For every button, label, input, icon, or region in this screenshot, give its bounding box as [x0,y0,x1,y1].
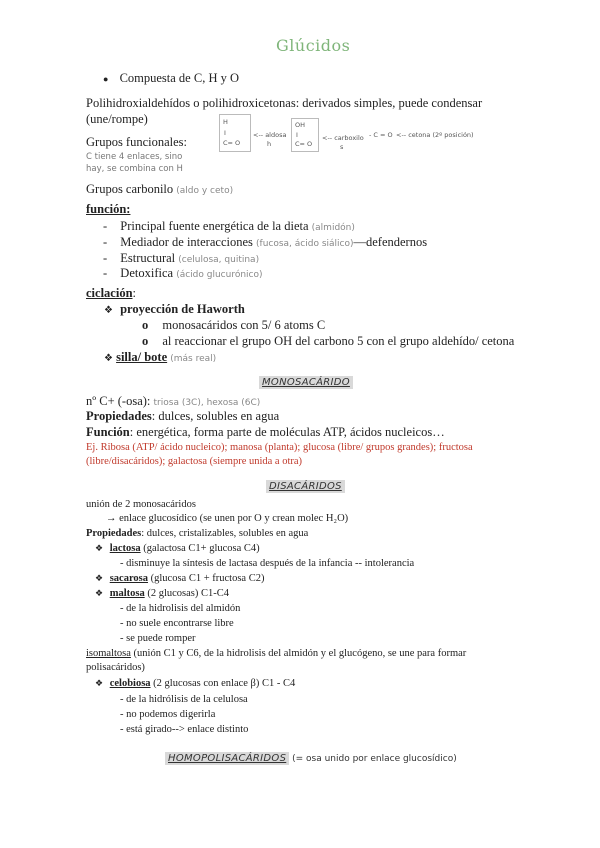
aldosa-label: <-- aldosa [253,131,287,139]
celobiosa-sub: - de la hidrólisis de la celulosa [120,694,248,705]
disacaridos-heading: DISACÁRIDOS [266,480,345,493]
celobiosa-item: ❖ celobiosa (2 glucosas con enlace β) C1 - C4 [95,678,296,689]
carboxilo-label: <-- carboxilo [322,134,364,142]
mono-funcion: Función: energética, forma parte de moléculas ATP, ácidos nucleicos… [86,425,445,439]
celobiosa-sub: - está girado--> enlace distinto [120,724,249,735]
haworth-subitem: o al reaccionar el grupo OH del carbono 5 con el grupo aldehído/ cetona [142,334,515,348]
mono-ejemplos-line-2: (libre/disacáridos); galactosa (siempre unida a otra) [86,456,303,467]
diamond-icon: ❖ [95,573,104,583]
poli-line-1: Polihidroxialdehídos o polihidroxicetonas: derivados simples, puede condensar [86,96,483,110]
di-union: unión de 2 monosacáridos [86,499,196,510]
ciclacion-heading: ciclación: [86,286,136,300]
homopolisacaridos-line: HOMOPOLISACÁRIDOS (= osa unido por enlace glucosídico) [165,748,457,766]
di-enlace: → enlace glucosídico (se unen por O y crean molec H₂O) [106,513,349,524]
intro-bullet: ● Compuesta de C, H y O [103,71,239,85]
diamond-icon: ❖ [104,305,113,316]
maltosa-sub: - se puede romper [120,633,196,644]
funcion-item: - Estructural (celulosa, quitina) [103,251,260,265]
maltosa-sub: - de la hidrolisis del almidón [120,603,241,614]
dash-icon: - [103,235,108,249]
aldehyde-formula-box: H I C= O [219,114,251,152]
funcion-item: - Detoxifica (ácido glucurónico) [103,266,263,280]
grupos-note-1: C tiene 4 enlaces, sino [86,152,183,162]
poli-line-2: (une/rompe) [86,112,148,126]
haworth-subitem: o monosacáridos con 5/ 6 atoms C [142,318,326,332]
lactosa-sub: - disminuye la síntesis de lactasa después de la infancia -- intolerancia [120,558,415,569]
dash-icon: - [103,251,108,265]
grupos-note-2: hay, se combina con H [86,164,183,174]
maltosa-sub: - no suele encontrarse libre [120,618,234,629]
carboxilo-sub: s [340,143,344,151]
circle-icon: o [142,318,149,332]
cetona-label: <-- cetona (2º posición) [396,131,474,139]
celobiosa-sub: - no podemos digerirla [120,709,216,720]
aldosa-sub: h [267,140,272,148]
monosacarido-heading: MONOSACÁRIDO [259,376,353,389]
diamond-icon: ❖ [95,588,104,598]
diamond-icon: ❖ [104,353,113,364]
sacarosa-item: ❖ sacarosa (glucosa C1 + fructosa C2) [95,573,265,584]
dash-icon: - [103,219,108,233]
dash-icon: - [103,266,108,280]
diamond-icon: ❖ [95,543,104,553]
di-propiedades: Propiedades: dulces, cristalizables, solubles en agua [86,528,309,539]
grupos-funcionales: Grupos funcionales: [86,135,188,149]
bullet-icon: ● [103,74,109,84]
cetona-formula: - C = O [369,131,393,139]
homopolisacaridos-heading: HOMOPOLISACÁRIDOS [165,752,289,765]
carbonilo-line: Grupos carbonilo (aldo y ceto) [86,182,234,196]
maltosa-item: ❖ maltosa (2 glucosas) C1-C4 [95,588,229,599]
funcion-item: - Mediador de interacciones (fucosa, ácido siálico)—defendernos [103,235,428,249]
haworth-item: ❖ proyección de Haworth [104,302,245,316]
silla-item: ❖ silla/ bote (más real) [104,350,217,364]
lactosa-item: ❖ lactosa (galactosa C1+ glucosa C4) [95,543,260,554]
carboxyl-formula-box: OH I C= O [291,118,319,152]
isomaltosa-line-2: polisacáridos) [86,662,145,673]
diamond-icon: ❖ [95,678,104,688]
isomaltosa-line-1: isomaltosa (unión C1 y C6, de la hidrolisis del almidón y el glucógeno, se une para formar [86,648,467,659]
page-title: Glúcidos [276,36,351,55]
funcion-heading: función: [86,202,131,216]
circle-icon: o [142,334,149,348]
mono-ejemplos-line-1: Ej. Ribosa (ATP/ ácido nucleico); manosa (planta); glucosa (libre/ grupos grandes); fructosa [86,442,473,453]
mono-propiedades: Propiedades: dulces, solubles en agua [86,409,280,423]
mono-nc: nº C+ (-osa): triosa (3C), hexosa (6C) [86,394,261,408]
funcion-item: - Principal fuente energética de la dieta (almidón) [103,219,355,233]
